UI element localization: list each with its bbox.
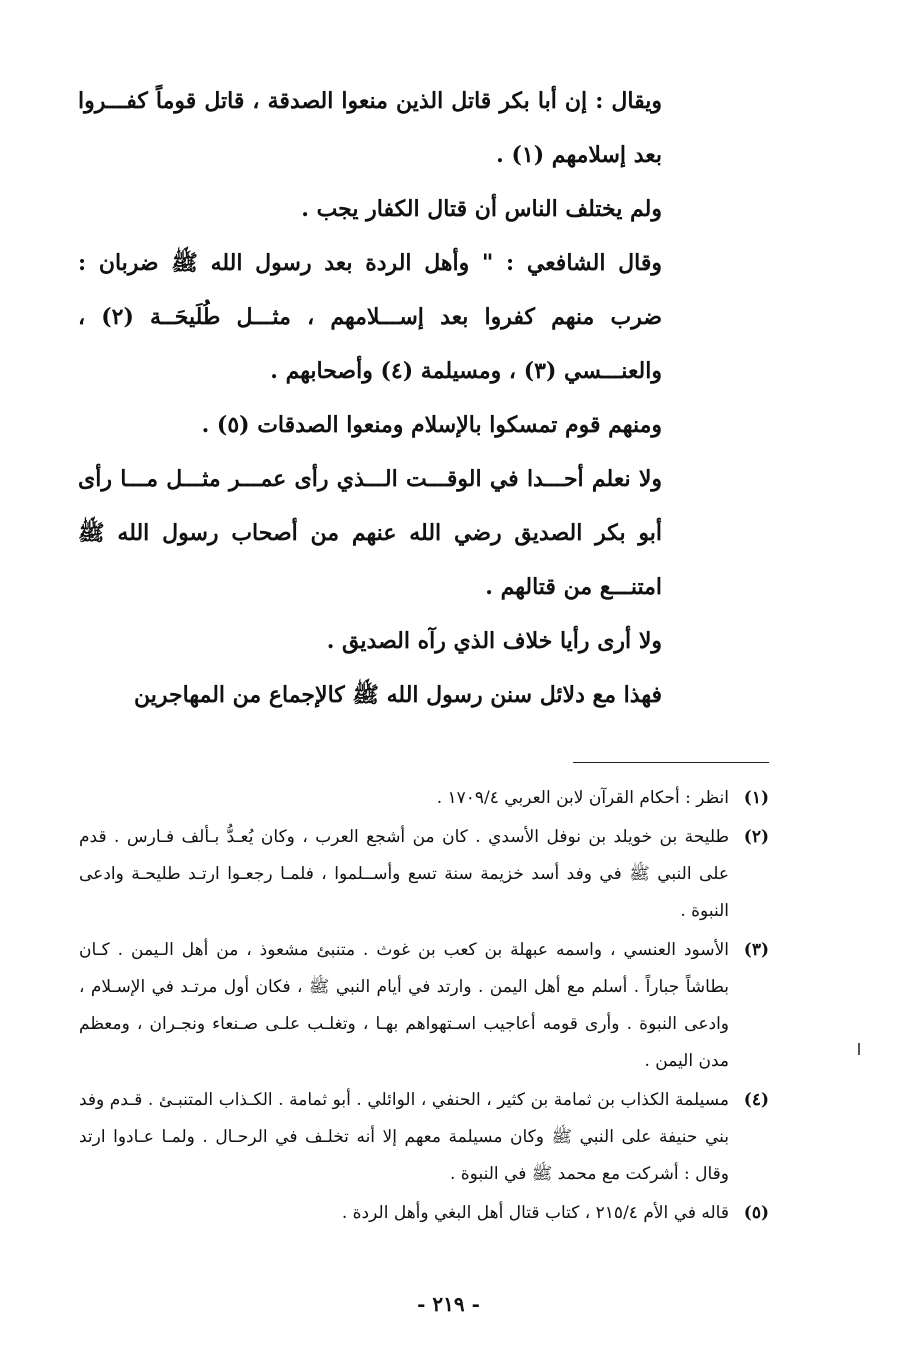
footnote-text: مسيلمة الكذاب بن ثمامة بن كثير ، الحنفي ، الوائلي . أبو ثمامة . الكـذاب المتنبـئ . قـدم وفد بني حنيفة على النبي ﷺ وكان مسيلمة معهم إلا أنه تخلـف في الرحـال . ولمـا عـادوا ارتد وقال : أشركت مع محمد ﷺ في النبوة . [79,1090,729,1184]
footnote [79,819,769,930]
footnote-number: (٣) [743,940,769,960]
footnote [79,1082,769,1193]
paragraph: ومنهم قوم تمسكوا بالإسلام ومنعوا الصدقات (٥) . [201,412,662,438]
footnote [79,1195,769,1232]
footnote-number: (٤) [743,1090,769,1110]
paragraph: فهذا مع دلائل سنن رسول الله ﷺ كالإجماع من المهاجرين [134,682,662,708]
footnote [79,932,769,1080]
paragraph: ويقال : إن أبا بكر قاتل الذين منعوا الصدقة ، قاتل قوماً كفـــروا بعد إسلامهم (١) . [78,88,662,168]
footnote-separator [573,762,769,763]
paragraph: وقال الشافعي : " وأهل الردة بعد رسول الله ﷺ ضربان : ضرب منهم كفروا بعد إســـلامهم ، مثـــل طُلَيحَــة (٢) ، والعنـــسي (٣) ، ومسيلمة (٤) وأصحابهم . [78,250,663,384]
footnote-text: الأسود العنسي ، واسمه عبهلة بن كعب بن غوث . متنبئ مشعوذ ، من أهل الـيمن . كـان بطاشاً جباراً . أسلم مع أهل اليمن . وارتد في أيام النبي ﷺ ، فكان أول مرتـد في الإسـلام ، وادعى النبوة . وأرى قومه أعاجيب اسـتهواهم بهـا ، وتغلـب علـى صـنعاء ونجـران ، ومعظم مدن اليمن . [79,940,729,1071]
footnote-number: (٢) [743,827,769,847]
footnote-number: (٥) [743,1203,769,1223]
footnote-text: انظر : أحكام القرآن لابن العربي ١٧٠٩/٤ . [436,788,729,808]
footnote-number: (١) [743,788,769,808]
scan-mark [858,1043,860,1055]
paragraph: ولا أرى رأيا خلاف الذي رآه الصديق . [326,628,662,654]
main-text [78,74,696,722]
paragraph: ولم يختلف الناس أن قتال الكفار يجب . [301,196,662,222]
footnote-text: طليحة بن خويلد بن نوفل الأسدي . كان من أشجع العرب ، وكان يُعـدُّ بـألف فـارس . قدم على النبي ﷺ في وفد أسد خزيمة سنة تسع وأســلموا ، فلمـا رجعـوا ارتـد طليحـة وادعى النبوة . [79,827,729,921]
footnote [79,780,769,817]
page-number: - ٢١٩ - [417,1292,480,1316]
paragraph: ولا نعلم أحـــدا في الوقـــت الـــذي رأى عمـــر مثـــل مـــا رأى أبو بكر الصديق رضي الله عنهم من أصحاب رسول الله ﷺ امتنـــع من قتالهم . [78,466,663,600]
footnotes [79,780,769,1234]
footnote-text: قاله في الأم ٢١٥/٤ ، كتاب قتال أهل البغي وأهل الردة . [341,1203,729,1223]
